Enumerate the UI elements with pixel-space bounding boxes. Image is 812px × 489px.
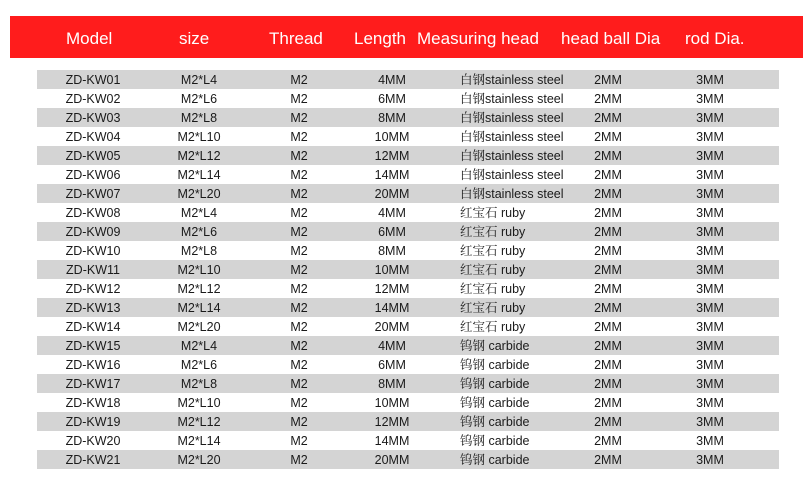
table-row	[37, 260, 779, 279]
table-row	[37, 222, 779, 241]
cell-ball-dia: 2MM	[594, 244, 622, 258]
cell-rod-dia: 3MM	[696, 168, 724, 182]
cell-size: M2*L12	[177, 282, 221, 296]
cell-size: M2*L4	[180, 339, 218, 353]
cell-model: ZD-KW12	[65, 282, 121, 296]
cell-thread: M2	[290, 263, 308, 277]
table-row	[37, 127, 779, 146]
cell-rod-dia: 3MM	[696, 434, 724, 448]
cell-ball-dia: 2MM	[594, 111, 622, 125]
cell-measuring-head: 钨钢 carbide	[460, 415, 530, 429]
cell-rod-dia: 3MM	[696, 244, 724, 258]
table-row	[37, 374, 779, 393]
cell-measuring-head: 红宝石 ruby	[460, 301, 526, 315]
cell-size: M2*L10	[177, 263, 221, 277]
cell-model: ZD-KW19	[65, 415, 121, 429]
cell-measuring-head: 钨钢 carbide	[460, 377, 530, 391]
cell-measuring-head: 钨钢 carbide	[460, 434, 530, 448]
cell-measuring-head: 钨钢 carbide	[460, 396, 530, 410]
cell-ball-dia: 2MM	[594, 282, 622, 296]
cell-length: 6MM	[378, 358, 406, 372]
table-row	[37, 279, 779, 298]
cell-length: 14MM	[374, 301, 410, 315]
cell-rod-dia: 3MM	[696, 453, 724, 467]
cell-ball-dia: 2MM	[594, 149, 622, 163]
cell-measuring-head: 白钢stainless steel	[460, 149, 564, 163]
cell-rod-dia: 3MM	[696, 187, 724, 201]
cell-model: ZD-KW13	[65, 301, 121, 315]
cell-size: M2*L6	[180, 225, 218, 239]
cell-rod-dia: 3MM	[696, 339, 724, 353]
cell-measuring-head: 红宝石 ruby	[460, 244, 526, 258]
cell-rod-dia: 3MM	[696, 225, 724, 239]
cell-thread: M2	[290, 168, 308, 182]
cell-size: M2*L6	[180, 358, 218, 372]
table-row	[37, 393, 779, 412]
table-row	[37, 165, 779, 184]
cell-length: 20MM	[374, 187, 410, 201]
table-row	[37, 431, 779, 450]
cell-size: M2*L20	[177, 187, 221, 201]
cell-measuring-head: 钨钢 carbide	[460, 453, 530, 467]
cell-size: M2*L14	[177, 434, 221, 448]
cell-thread: M2	[290, 130, 308, 144]
table-row	[37, 89, 779, 108]
cell-model: ZD-KW14	[65, 320, 121, 334]
cell-thread: M2	[290, 396, 308, 410]
cell-ball-dia: 2MM	[594, 396, 622, 410]
cell-ball-dia: 2MM	[594, 358, 622, 372]
header-measuring-head: Measuring head	[417, 29, 539, 48]
cell-thread: M2	[290, 73, 308, 87]
header-rod-dia: rod Dia.	[685, 29, 745, 48]
cell-size: M2*L14	[177, 168, 221, 182]
cell-rod-dia: 3MM	[696, 358, 724, 372]
cell-ball-dia: 2MM	[594, 263, 622, 277]
cell-thread: M2	[290, 244, 308, 258]
cell-model: ZD-KW10	[65, 244, 121, 258]
cell-length: 20MM	[374, 453, 410, 467]
cell-model: ZD-KW04	[65, 130, 121, 144]
cell-measuring-head: 红宝石 ruby	[460, 320, 526, 334]
cell-size: M2*L4	[180, 206, 218, 220]
cell-measuring-head: 红宝石 ruby	[460, 206, 526, 220]
cell-thread: M2	[290, 358, 308, 372]
header-thread: Thread	[269, 29, 323, 48]
cell-thread: M2	[290, 282, 308, 296]
cell-model: ZD-KW08	[65, 206, 121, 220]
cell-length: 6MM	[378, 92, 406, 106]
cell-ball-dia: 2MM	[594, 73, 622, 87]
cell-length: 4MM	[378, 73, 406, 87]
cell-length: 14MM	[374, 434, 410, 448]
cell-thread: M2	[290, 187, 308, 201]
cell-measuring-head: 白钢stainless steel	[460, 92, 564, 106]
cell-measuring-head: 白钢stainless steel	[460, 73, 564, 87]
cell-length: 14MM	[374, 168, 410, 182]
cell-size: M2*L6	[180, 92, 218, 106]
cell-model: ZD-KW01	[65, 73, 121, 87]
cell-ball-dia: 2MM	[594, 225, 622, 239]
cell-size: M2*L8	[180, 244, 218, 258]
cell-thread: M2	[290, 453, 308, 467]
table-row	[37, 412, 779, 431]
cell-rod-dia: 3MM	[696, 149, 724, 163]
cell-size: M2*L20	[177, 320, 221, 334]
cell-ball-dia: 2MM	[594, 92, 622, 106]
cell-thread: M2	[290, 320, 308, 334]
cell-model: ZD-KW20	[65, 434, 121, 448]
header-model: Model	[66, 29, 113, 48]
cell-ball-dia: 2MM	[594, 168, 622, 182]
cell-measuring-head: 钨钢 carbide	[460, 339, 530, 353]
table-row	[37, 336, 779, 355]
cell-length: 20MM	[374, 320, 410, 334]
cell-ball-dia: 2MM	[594, 206, 622, 220]
cell-model: ZD-KW09	[65, 225, 121, 239]
cell-thread: M2	[290, 415, 308, 429]
cell-model: ZD-KW21	[65, 453, 121, 467]
cell-rod-dia: 3MM	[696, 130, 724, 144]
cell-model: ZD-KW06	[65, 168, 121, 182]
cell-measuring-head: 红宝石 ruby	[460, 225, 526, 239]
cell-length: 10MM	[374, 396, 410, 410]
cell-measuring-head: 白钢stainless steel	[460, 111, 564, 125]
cell-length: 4MM	[378, 339, 406, 353]
cell-model: ZD-KW03	[65, 111, 121, 125]
cell-model: ZD-KW15	[65, 339, 121, 353]
cell-length: 8MM	[378, 377, 406, 391]
cell-thread: M2	[290, 92, 308, 106]
cell-length: 10MM	[374, 130, 410, 144]
cell-size: M2*L20	[177, 453, 221, 467]
cell-rod-dia: 3MM	[696, 282, 724, 296]
cell-model: ZD-KW18	[65, 396, 121, 410]
cell-rod-dia: 3MM	[696, 396, 724, 410]
cell-rod-dia: 3MM	[696, 301, 724, 315]
cell-rod-dia: 3MM	[696, 320, 724, 334]
table-row	[37, 203, 779, 222]
cell-model: ZD-KW07	[65, 187, 121, 201]
cell-length: 12MM	[374, 282, 410, 296]
header-ball-dia: head ball Dia	[561, 29, 661, 48]
cell-size: M2*L12	[177, 149, 221, 163]
cell-length: 12MM	[374, 415, 410, 429]
cell-ball-dia: 2MM	[594, 377, 622, 391]
cell-ball-dia: 2MM	[594, 339, 622, 353]
cell-size: M2*L10	[177, 130, 221, 144]
cell-model: ZD-KW05	[65, 149, 121, 163]
cell-length: 10MM	[374, 263, 410, 277]
cell-rod-dia: 3MM	[696, 415, 724, 429]
cell-model: ZD-KW16	[65, 358, 121, 372]
cell-rod-dia: 3MM	[696, 206, 724, 220]
cell-rod-dia: 3MM	[696, 377, 724, 391]
cell-thread: M2	[290, 377, 308, 391]
cell-size: M2*L8	[180, 111, 218, 125]
cell-ball-dia: 2MM	[594, 434, 622, 448]
cell-thread: M2	[290, 339, 308, 353]
cell-ball-dia: 2MM	[594, 320, 622, 334]
table-row	[37, 317, 779, 336]
cell-size: M2*L10	[177, 396, 221, 410]
cell-size: M2*L12	[177, 415, 221, 429]
cell-thread: M2	[290, 206, 308, 220]
cell-ball-dia: 2MM	[594, 453, 622, 467]
cell-size: M2*L8	[180, 377, 218, 391]
cell-measuring-head: 钨钢 carbide	[460, 358, 530, 372]
cell-model: ZD-KW11	[66, 263, 120, 277]
cell-thread: M2	[290, 225, 308, 239]
cell-length: 8MM	[378, 111, 406, 125]
table-row	[37, 241, 779, 260]
cell-thread: M2	[290, 111, 308, 125]
cell-thread: M2	[290, 434, 308, 448]
cell-length: 12MM	[374, 149, 410, 163]
cell-ball-dia: 2MM	[594, 130, 622, 144]
spec-table	[37, 70, 779, 469]
cell-measuring-head: 红宝石 ruby	[460, 263, 526, 277]
cell-thread: M2	[290, 149, 308, 163]
cell-length: 6MM	[378, 225, 406, 239]
table-row	[37, 108, 779, 127]
table-row	[37, 70, 779, 89]
cell-size: M2*L4	[180, 73, 218, 87]
cell-rod-dia: 3MM	[696, 111, 724, 125]
cell-ball-dia: 2MM	[594, 187, 622, 201]
cell-rod-dia: 3MM	[696, 73, 724, 87]
cell-measuring-head: 白钢stainless steel	[460, 187, 564, 201]
cell-model: ZD-KW02	[65, 92, 121, 106]
cell-measuring-head: 白钢stainless steel	[460, 130, 564, 144]
cell-rod-dia: 3MM	[696, 92, 724, 106]
cell-size: M2*L14	[177, 301, 221, 315]
table-row	[37, 146, 779, 165]
cell-measuring-head: 红宝石 ruby	[460, 282, 526, 296]
cell-measuring-head: 白钢stainless steel	[460, 168, 564, 182]
cell-thread: M2	[290, 301, 308, 315]
table-header	[10, 16, 803, 58]
table-row	[37, 450, 779, 469]
table-row	[37, 355, 779, 374]
cell-length: 8MM	[378, 244, 406, 258]
header-size: size	[179, 29, 210, 48]
cell-rod-dia: 3MM	[696, 263, 724, 277]
table-row	[37, 298, 779, 317]
header-length: Length	[354, 29, 406, 48]
cell-length: 4MM	[378, 206, 406, 220]
table-row	[37, 184, 779, 203]
cell-ball-dia: 2MM	[594, 301, 622, 315]
cell-model: ZD-KW17	[65, 377, 121, 391]
cell-ball-dia: 2MM	[594, 415, 622, 429]
